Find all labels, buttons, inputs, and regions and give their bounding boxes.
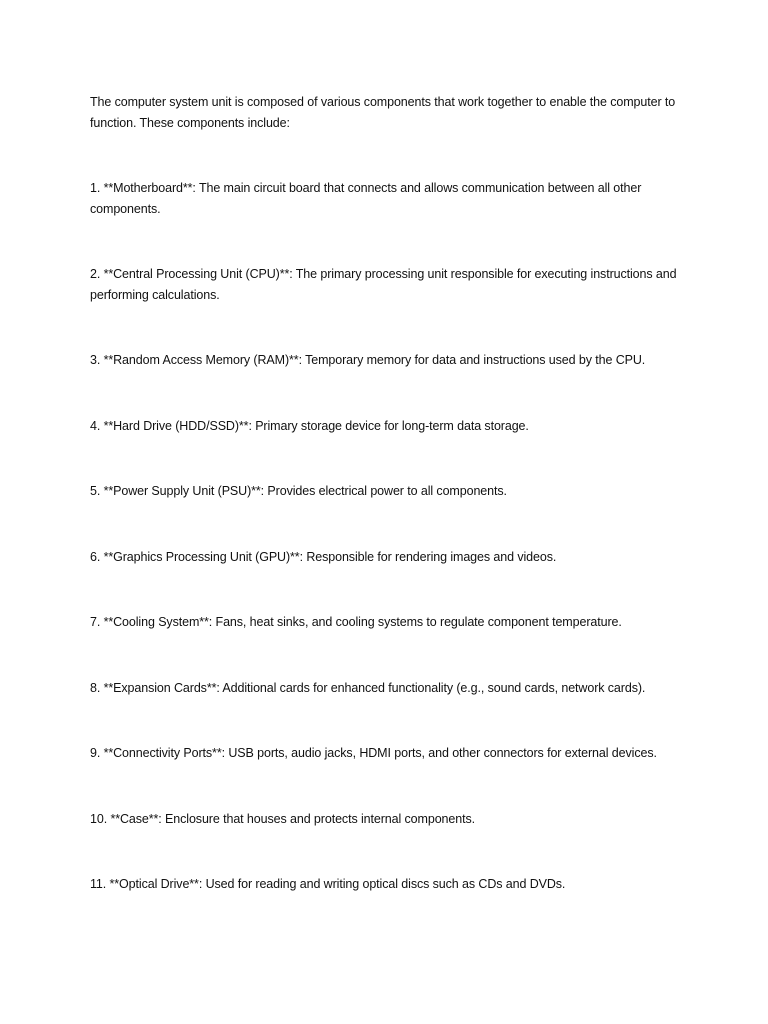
list-item-motherboard: 1. **Motherboard**: The main circuit board that connects and allows communication between all other components. (90, 181, 642, 216)
list-item-optical-drive: 11. **Optical Drive**: Used for reading and writing optical discs such as CDs and DVDs. (90, 877, 566, 891)
list-item-case: 10. **Case**: Enclosure that houses and protects internal components. (90, 811, 476, 826)
list-item-hard-drive: 4. **Hard Drive (HDD/SSD)**: Primary storage device for long-term data storage. (90, 418, 529, 433)
list-item-psu: 5. **Power Supply Unit (PSU)**: Provides electrical power to all components. (90, 484, 507, 498)
document-body (90, 92, 690, 940)
list-item-connectivity-ports: 9. **Connectivity Ports**: USB ports, audio jacks, HDMI ports, and other connectors for external devices. (90, 746, 657, 760)
list-item-cpu: 2. **Central Processing Unit (CPU)**: The primary processing unit responsible for executing instructions and performing calculations. (90, 267, 677, 302)
list-item-gpu: 6. **Graphics Processing Unit (GPU)**: Responsible for rendering images and videos. (90, 549, 557, 564)
intro-paragraph: The computer system unit is composed of various components that work together to enable the computer to function. These components include: (90, 95, 676, 130)
list-item-ram: 3. **Random Access Memory (RAM)**: Temporary memory for data and instructions used by the CPU. (90, 353, 646, 367)
list-item-cooling-system: 7. **Cooling System**: Fans, heat sinks, and cooling systems to regulate component temperature. (90, 615, 622, 629)
list-item-expansion-cards: 8. **Expansion Cards**: Additional cards for enhanced functionality (e.g., sound cards, network cards). (90, 680, 646, 695)
